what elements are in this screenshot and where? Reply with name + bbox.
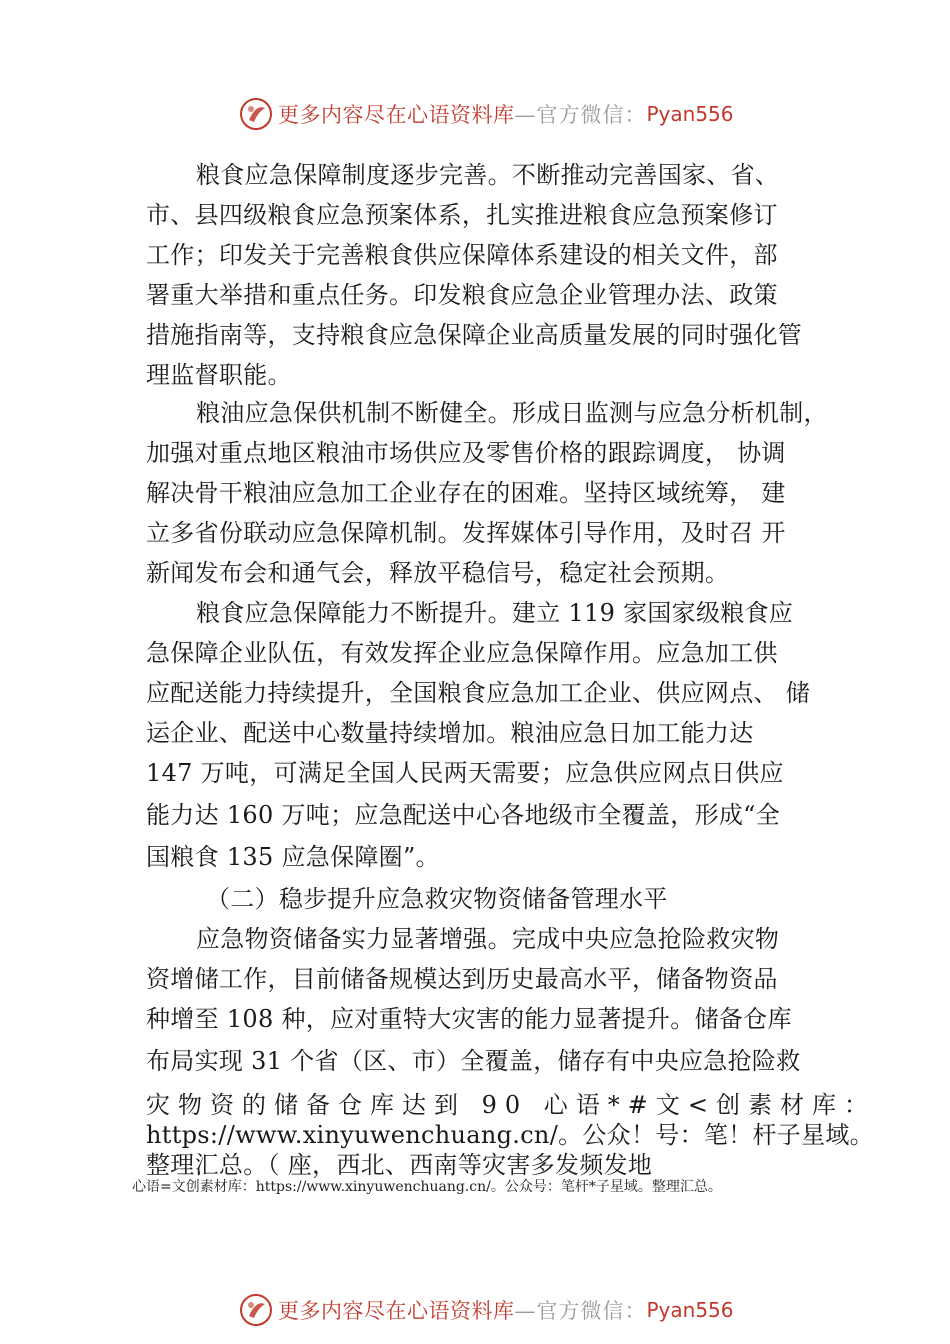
text-line: 种增至 108 种，应对重特大灾害的能力显著提升。储备仓库 <box>146 1005 792 1033</box>
banner-text-red: 更多内容尽在心语资料库 <box>278 1299 515 1323</box>
text-line: 应配送能力持续提升，全国粮食应急加工企业、供应网点、 储 <box>146 679 811 707</box>
text-line: 粮食应急保障能力不断提升。建立 119 家国家级粮食应 <box>196 599 794 627</box>
banner-text-gray: —官方微信： <box>514 103 647 127</box>
text-line: 加强对重点地区粮油市场供应及零售价格的跟踪调度， 协调 <box>146 439 786 467</box>
banner-wechat-id: Pyan556 <box>646 102 734 126</box>
watermark-line: 整理汇总。（ 座，西北、西南等灾害多发频发地 <box>146 1151 653 1179</box>
text-line: 国粮食 135 应急保障圈”。 <box>146 843 440 871</box>
text-line: 解决骨干粮油应急加工企业存在的困难。坚持区域统筹， 建 <box>146 479 786 507</box>
banner-wechat-id: Pyan556 <box>646 1298 734 1322</box>
text-line: 应急物资储备实力显著增强。完成中央应急抢险救灾物 <box>196 925 780 953</box>
watermark-line: 灾物资的储备仓库达到 90 心语*#文<创素材库： <box>146 1091 877 1119</box>
header-banner <box>238 96 734 132</box>
text-line: 能力达 160 万吨；应急配送中心各地级市全覆盖，形成“全 <box>146 801 781 829</box>
text-line: 新闻发布会和通气会，释放平稳信号，稳定社会预期。 <box>146 559 730 587</box>
text-line: 粮油应急保供机制不断健全。形成日监测与应急分析机制， <box>196 399 828 427</box>
text-line: 立多省份联动应急保障机制。发挥媒体引导作用，及时召 开 <box>146 519 786 547</box>
text-line: 措施指南等，支持粮食应急保障企业高质量发展的同时强化管 <box>146 321 803 349</box>
section-heading: （二）稳步提升应急救灾物资储备管理水平 <box>206 885 668 913</box>
small-watermark: 心语=文创素材库：https://www.xinyuwenchuang.cn/。公众号：笔杆*子星域。整理汇总。 <box>132 1179 722 1195</box>
text-line: 署重大举措和重点任务。印发粮食应急企业管理办法、政策 <box>146 281 778 309</box>
text-line: 运企业、配送中心数量持续增加。粮油应急日加工能力达 <box>146 719 754 747</box>
footer-banner <box>238 1292 734 1328</box>
text-line: 资增储工作，目前储备规模达到历史最高水平，储备物资品 <box>146 965 778 993</box>
brand-logo-icon <box>238 96 274 132</box>
banner-text-red: 更多内容尽在心语资料库 <box>278 103 515 127</box>
text-line: 布局实现 31 个省（区、市）全覆盖，储存有中央应急抢险救 <box>146 1047 801 1075</box>
text-line: 工作；印发关于完善粮食供应保障体系建设的相关文件，部 <box>146 241 778 269</box>
banner-text-gray: —官方微信： <box>514 1299 647 1323</box>
text-line: 粮食应急保障制度逐步完善。不断推动完善国家、省、 <box>196 161 780 189</box>
text-line: 市、县四级粮食应急预案体系，扎实推进粮食应急预案修订 <box>146 201 778 229</box>
watermark-line: https://www.xinyuwenchuang.cn/。公众！号：笔！杆子星域。 <box>146 1121 874 1149</box>
text-line: 理监督职能。 <box>146 361 292 389</box>
text-line: 急保障企业队伍，有效发挥企业应急保障作用。应急加工供 <box>146 639 778 667</box>
brand-logo-icon <box>238 1292 274 1328</box>
text-line: 147 万吨，可满足全国人民两天需要；应急供应网点日供应 <box>146 759 784 787</box>
